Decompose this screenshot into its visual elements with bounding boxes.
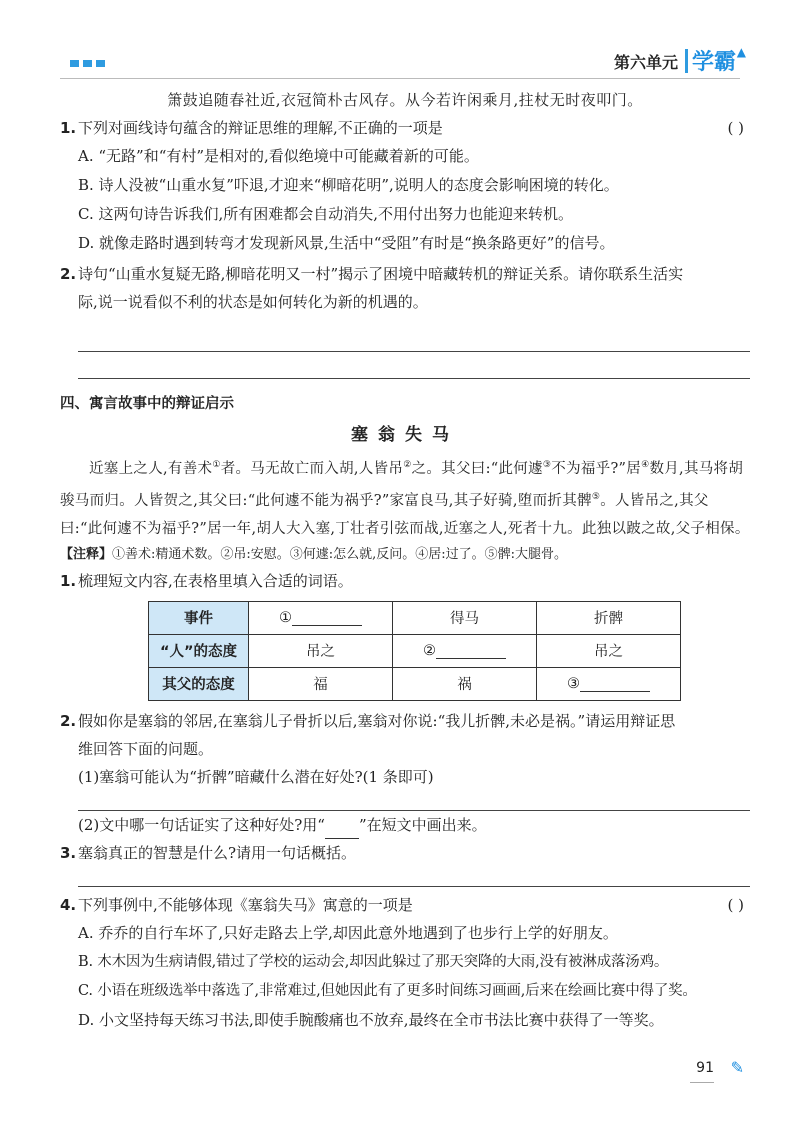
question-1: [60, 114, 750, 142]
row-header: 事件: [149, 601, 249, 634]
s4-question-3: [60, 839, 750, 867]
table-row: [149, 667, 681, 700]
answer-line[interactable]: [78, 791, 750, 811]
table-cell: 祸: [393, 667, 537, 700]
table-row: [149, 601, 681, 634]
header-rule: [60, 78, 740, 79]
question-2: [60, 260, 750, 288]
fill-table: [148, 601, 681, 701]
page-number: 91: [696, 1060, 714, 1076]
table-cell: 吊之: [249, 634, 393, 667]
option-a[interactable]: A. “无路”和“有村”是相对的,看似绝境中可能藏着新的可能。: [78, 147, 479, 165]
pencil-icon: ✎: [730, 1058, 744, 1077]
answer-line[interactable]: [78, 316, 750, 352]
answer-parentheses[interactable]: ( ): [727, 895, 744, 914]
page-header: [0, 0, 800, 80]
question-number: 3.: [60, 843, 77, 862]
question-text-continued: 维回答下面的问题。: [78, 739, 214, 758]
table-cell: 吊之: [537, 634, 681, 667]
row-header: 其父的态度: [149, 667, 249, 700]
sub-question-2: (2)文中哪一句话证实了这种好处?用“ ”在短文中画出来。: [60, 811, 750, 839]
s4-question-4: [60, 891, 750, 919]
annotation-text: ①善术:精通术数。②吊:安慰。③何遽:怎么就,反问。④居:过了。⑤髀:大腿骨。: [112, 546, 568, 562]
table-cell: 得马: [393, 601, 537, 634]
question-text: 下列对画线诗句蕴含的辩证思维的理解,不正确的一项是: [78, 119, 443, 137]
option-d[interactable]: D. 就像走路时遇到转弯才发现新风景,生活中“受阻”有时是“换条路更好”的信号。: [78, 234, 615, 252]
table-cell: 折髀: [537, 601, 681, 634]
question-text: 塞翁真正的智慧是什么?请用一句话概括。: [78, 843, 357, 862]
option-a[interactable]: A. 乔乔的自行车坏了,只好走路去上学,却因此意外地遇到了也步行上学的好朋友。: [78, 923, 618, 942]
table-cell-blank[interactable]: ①: [249, 601, 393, 634]
question-number: 1.: [60, 571, 77, 590]
answer-line[interactable]: [78, 867, 750, 887]
question-text: 下列事例中,不能够体现《塞翁失马》寓意的一项是: [78, 895, 413, 914]
section-title: 四、寓言故事中的辩证启示: [60, 396, 234, 412]
graduation-cap-icon: ▲: [736, 45, 746, 59]
row-header: “人”的态度: [149, 634, 249, 667]
table-cell-blank[interactable]: ②: [393, 634, 537, 667]
story-text: 近塞上之人,有善术①者。马无故亡而入胡,人皆吊②之。其父曰:“此何遽③不为福乎?”居④数月,其马将胡骏马而归。人皆贺之,其父曰:“此何遽不能为祸乎?”家富良马,其子好骑,堕而折其髀⑤。人皆吊之,其父曰:“此何遽不为福乎?”居一年,胡人大入塞,丁壮者引弦而战,近塞之人,死者十九。此独以跛之故,父子相保。: [60, 460, 750, 537]
answer-parentheses[interactable]: ( ): [727, 119, 744, 137]
question-number: 2.: [60, 265, 77, 283]
question-number: 1.: [60, 119, 77, 137]
option-b[interactable]: B. 木木因为生病请假,错过了学校的运动会,却因此躲过了那天突降的大雨,没有被淋成落汤鸡。: [78, 953, 669, 970]
header-decoration: [70, 60, 105, 67]
brand-divider: [685, 49, 688, 73]
option-c[interactable]: C. 这两句诗告诉我们,所有困难都会自动消失,不用付出努力也能迎来转机。: [78, 205, 574, 223]
page-content: [60, 86, 750, 1035]
story-title: 塞翁失马: [351, 425, 459, 445]
poem-line: 箫鼓追随春社近,衣冠简朴古风存。从今若许闲乘月,拄杖无时夜叩门。: [167, 91, 643, 109]
annotation-label: 【注释】: [60, 546, 113, 562]
question-text-continued: 际,说一说看似不利的状态是如何转化为新的机遇的。: [78, 293, 428, 311]
table-row: [149, 634, 681, 667]
option-d[interactable]: D. 小文坚持每天练习书法,即使手腕酸痛也不放弃,最终在全市书法比赛中获得了一等奖。: [78, 1010, 664, 1029]
question-number: 2.: [60, 711, 77, 730]
question-number: 4.: [60, 895, 77, 914]
footer-rule: [690, 1082, 714, 1083]
s4-question-1: [60, 567, 750, 595]
option-b[interactable]: B. 诗人没被“山重水复”吓退,才迎来“柳暗花明”,说明人的态度会影响困境的转化。: [78, 176, 619, 194]
table-cell: 福: [249, 667, 393, 700]
sub-question-1: (1)塞翁可能认为“折髀”暗藏什么潜在好处?(1 条即可): [78, 767, 434, 786]
question-text: 诗句“山重水复疑无路,柳暗花明又一村”揭示了困境中暗藏转机的辩证关系。请你联系生活实: [78, 265, 684, 283]
annotation: [60, 543, 750, 567]
question-text: 梳理短文内容,在表格里填入合适的词语。: [78, 571, 353, 590]
answer-line[interactable]: [78, 352, 750, 379]
option-c[interactable]: C. 小语在班级选举中落选了,非常难过,但她因此有了更多时间练习画画,后来在绘画比赛中得了奖。: [78, 982, 697, 999]
unit-label: 第六单元: [613, 53, 678, 72]
question-text: 假如你是塞翁的邻居,在塞翁儿子骨折以后,塞翁对你说:“我儿折髀,未必是祸。”请运用辩证思: [78, 711, 676, 730]
table-cell-blank[interactable]: ③: [537, 667, 681, 700]
brand-logo: 学霸: [691, 50, 736, 75]
s4-question-2: [60, 707, 750, 735]
